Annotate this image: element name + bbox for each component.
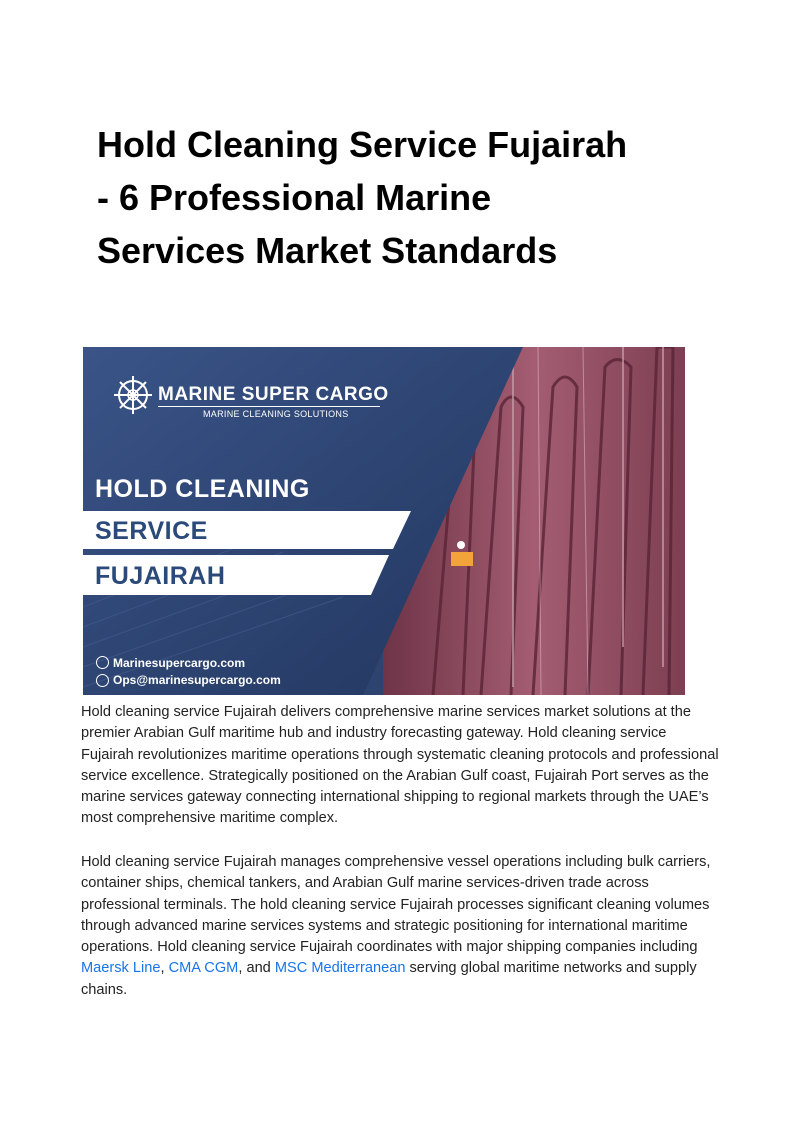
- title-line-3: Services Market Standards: [97, 230, 558, 271]
- link-msc-mediterranean[interactable]: MSC Mediterranean: [274, 960, 406, 977]
- paragraph-operations-text: Hold cleaning service Fujairah manages comprehensive vessel operations including bulk carriers, container ships, chemical tankers, and Arabian Gulf marine services-driven trade across professional terminals. The hold cleaning service Fujairah processes significant cleaning volumes through advanced marine services systems and strategic positioning for international maritime operations. Hold cleaning service Fujairah coordinates with major shipping companies including: [81, 854, 711, 956]
- brand-name: MARINE SUPER CARGO: [158, 384, 389, 405]
- brand-tagline: MARINE CLEANING SOLUTIONS: [203, 409, 349, 419]
- brand-divider: [158, 406, 380, 407]
- hero-banner-image: [83, 347, 685, 695]
- paragraph-intro: Hold cleaning service Fujairah delivers comprehensive marine services market solutions at the premier Arabian Gulf maritime hub and industry forecasting gateway. Hold cleaning service Fujairah revolutionizes maritime operations through systematic cleaning protocols and professional service excellence. Strategically positioned on the Arabian Gulf coast, Fujairah Port serves as the marine services gateway connecting international shipping to regional markets through the UAE’s most comprehensive maritime complex.: [81, 704, 719, 827]
- link-maersk-line[interactable]: Maersk Line: [81, 960, 161, 977]
- email-icon: [96, 674, 109, 687]
- link-cma-cgm[interactable]: CMA CGM: [168, 960, 239, 977]
- title-line-1: Hold Cleaning Service Fujairah: [97, 124, 628, 165]
- page-title: [97, 118, 737, 277]
- separator-1: ,: [160, 960, 169, 977]
- banner-headline-3: FUJAIRAH: [95, 562, 226, 590]
- banner-email: Ops@marinesupercargo.com: [113, 673, 281, 687]
- title-line-2: - 6 Professional Marine: [97, 177, 492, 218]
- lift-platform: [451, 552, 473, 566]
- banner-headline-1: HOLD CLEANING: [95, 475, 310, 503]
- paragraph-operations-tail: serving global maritime networks and supply chains.: [81, 960, 697, 998]
- banner-headline-2: SERVICE: [95, 517, 208, 545]
- banner-website: Marinesupercargo.com: [113, 656, 246, 670]
- globe-icon: [96, 656, 109, 669]
- separator-2: , and: [238, 960, 275, 977]
- paragraph-operations: [81, 852, 721, 1001]
